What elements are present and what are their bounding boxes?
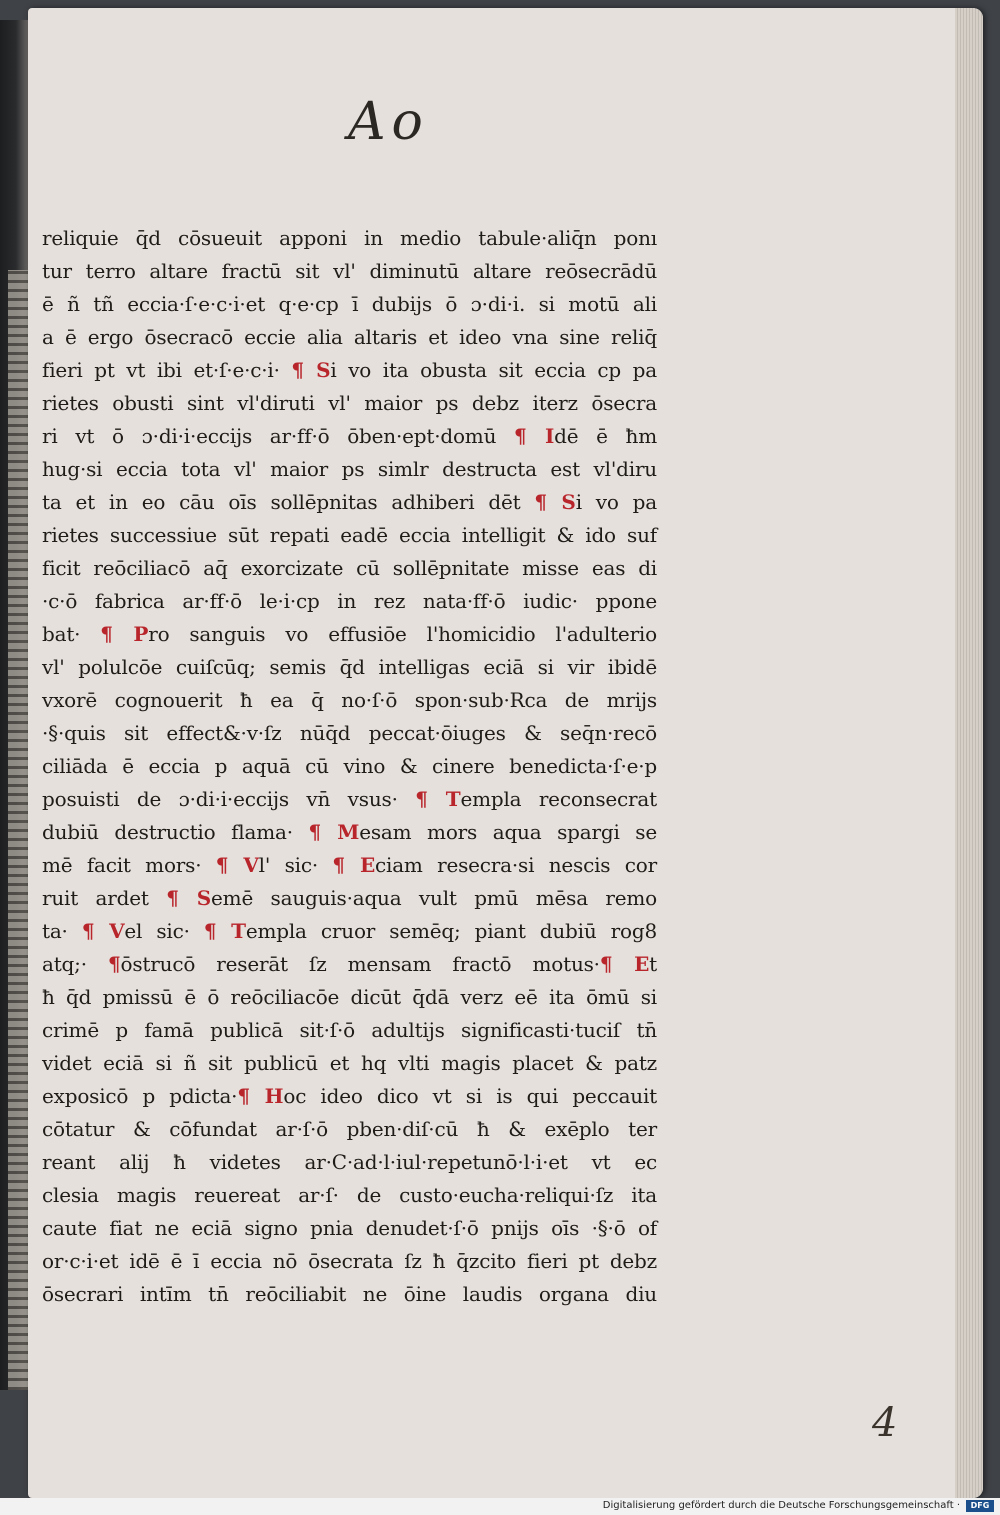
text-line: crimē p famā publicā sit·ſ·ō adultijs significasti·tuciſ tn̄ <box>42 1018 657 1042</box>
rubric-mark: ¶ M <box>308 820 360 844</box>
text-segment: fieri pt vt ibi et·ſ·e·c·i· <box>42 358 280 382</box>
text-segment: dubiū destructio flama· <box>42 820 293 844</box>
text-line: a ē ergo ōsecracō eccie alia altaris et ideo vna sine reliq̄ <box>42 325 657 349</box>
text-segment: empla reconsecrat <box>460 787 657 811</box>
rubric-mark: ¶ V <box>81 919 125 943</box>
text-line <box>42 420 657 453</box>
text-segment: atq;· <box>42 952 87 976</box>
text-line: ē ñ tñ eccia·ſ·e·c·i·et q·e·cp ī dubijs ō ɔ·di·i. si motū ali <box>42 292 657 316</box>
text-line: caute fiat ne eciā signo pnia denudet·ſ·ō pnijs oīs ·§·ō of <box>42 1216 657 1240</box>
text-segment: ciam resecra·si nescis cor <box>375 853 657 877</box>
rubric-mark: ¶ E <box>599 952 650 976</box>
rubric-mark: ¶ T <box>415 787 461 811</box>
text-line: cōtatur & cōfundat ar·ſ·ō pben·diſ·cū ħ & exēplo ter <box>42 1117 657 1141</box>
dfg-credit: Digitalisierung gefördert durch die Deutsche Forschungsgemeinschaft · <box>602 1500 960 1511</box>
text-segment: ri vt ō ɔ·di·i·eccijs ar·ff·ō ōben·ept·domū <box>42 424 497 448</box>
text-line <box>42 948 657 981</box>
text-line <box>42 618 657 651</box>
text-line: vl' polulcōe cuiſcūq; semis q̄d intelligas eciā si vir ibidē <box>42 655 657 679</box>
text-segment: mē facit mors· <box>42 853 202 877</box>
text-segment: ruit ardet <box>42 886 149 910</box>
text-segment: empla cruor semēq; piant dubiū rog8 <box>245 919 657 943</box>
text-segment: ōstrucō reserāt ſz mensam fractō motus· <box>120 952 600 976</box>
text-segment: esam mors aqua spargi se <box>359 820 657 844</box>
text-segment: exposicō p pdicta· <box>42 1084 238 1108</box>
text-segment: l' sic· <box>258 853 318 877</box>
rubric-mark: ¶ E <box>332 853 376 877</box>
text-line: reliquie q̄d cōsueuit apponi in medio tabule·aliq̄n ponı <box>42 226 657 250</box>
folio-annotation-bottom: 4 <box>872 1400 898 1446</box>
text-line <box>42 849 657 882</box>
rubric-mark: ¶ S <box>291 358 331 382</box>
text-line <box>42 354 657 387</box>
text-line: rietes successiue sūt repati eadē eccia intelligit & ido suf <box>42 523 657 547</box>
text-line: or·c·i·et idē ē ī eccia nō ōsecrata ſz ħ q̄zcito fieri pt debz <box>42 1249 657 1273</box>
text-line: clesia magis reuereat ar·ſ· de custo·eucha·reliqui·ſz ita <box>42 1183 657 1207</box>
text-line <box>42 783 657 816</box>
page-stack-edge <box>955 8 983 1498</box>
dfg-logo-icon: DFG <box>966 1500 994 1512</box>
text-line: ōsecrari intīm tn̄ reōciliabit ne ōine laudis organa diu <box>42 1282 657 1306</box>
text-line: ·c·ō fabrica ar·ff·ō le·i·cp in rez nata·ff·ō iudic· ppone <box>42 589 657 613</box>
text-segment: ro sanguis vo effusiōe l'homicidio l'adulterio <box>148 622 657 646</box>
text-line: videt eciā si ñ sit publicū et hq vlti magis placet & patz <box>42 1051 657 1075</box>
rubric-mark: ¶ S <box>534 490 576 514</box>
text-segment: el sic· <box>124 919 190 943</box>
rubric-mark: ¶ S <box>166 886 212 910</box>
text-line: ciliāda ē eccia p aquā cū vino & cinere benedicta·ſ·e·p <box>42 754 657 778</box>
text-line: tur terro altare fractū sit vl' diminutū altare reōsecrādū <box>42 259 657 283</box>
text-segment: emē sauguis·aqua vult pmū mēsa remo <box>211 886 657 910</box>
text-line: hug·si eccia tota vl' maior ps simlr destructa est vl'diru <box>42 457 657 481</box>
text-segment: ta· <box>42 919 68 943</box>
text-segment: i vo ita obusta sit eccia cp pa <box>330 358 657 382</box>
text-segment: oc ideo dico vt si is qui peccauit <box>283 1084 658 1108</box>
text-line: ·§·quis sit effect&·v·ſz nūq̄d peccat·ōiuges & seq̄n·recō <box>42 721 657 745</box>
text-line <box>42 882 657 915</box>
text-segment: i vo pa <box>575 490 658 514</box>
text-line: rietes obusti sint vl'diruti vl' maior ps debz iterz ōsecra <box>42 391 657 415</box>
rubric-mark: ¶ <box>108 952 121 976</box>
folio-annotation-top: Ao <box>348 92 429 152</box>
text-line <box>42 1080 657 1113</box>
text-line <box>42 486 657 519</box>
text-line: vxorē cognouerit ħ ea q̄ no·ſ·ō spon·sub·Rca de mrijs <box>42 688 657 712</box>
text-segment: dē ē ħm <box>554 424 657 448</box>
rubric-mark: ¶ H <box>237 1084 284 1108</box>
text-segment: bat· <box>42 622 81 646</box>
text-line: ficit reōciliacō aq̄ exorcizate cū sollēpnitate misse eas di <box>42 556 657 580</box>
text-line <box>42 915 657 948</box>
rubric-mark: ¶ P <box>100 622 149 646</box>
rubric-mark: ¶ I <box>514 424 555 448</box>
text-line: reant alij ħ videtes ar·C·ad·l·iul·repetunō·l·i·et vt ec <box>42 1150 657 1174</box>
text-segment: posuisti de ɔ·di·i·eccijs vn̄ vsus· <box>42 787 398 811</box>
text-line: ħ q̄d pmissū ē ō reōciliacōe dicūt q̄dā verz eē ita ōmū si <box>42 985 657 1009</box>
text-block <box>42 222 657 1311</box>
rubric-mark: ¶ T <box>203 919 246 943</box>
text-line <box>42 816 657 849</box>
text-segment: t <box>649 952 657 976</box>
text-segment: ta et in eo cāu oīs sollēpnitas adhiberi dēt <box>42 490 521 514</box>
rubric-mark: ¶ V <box>215 853 259 877</box>
